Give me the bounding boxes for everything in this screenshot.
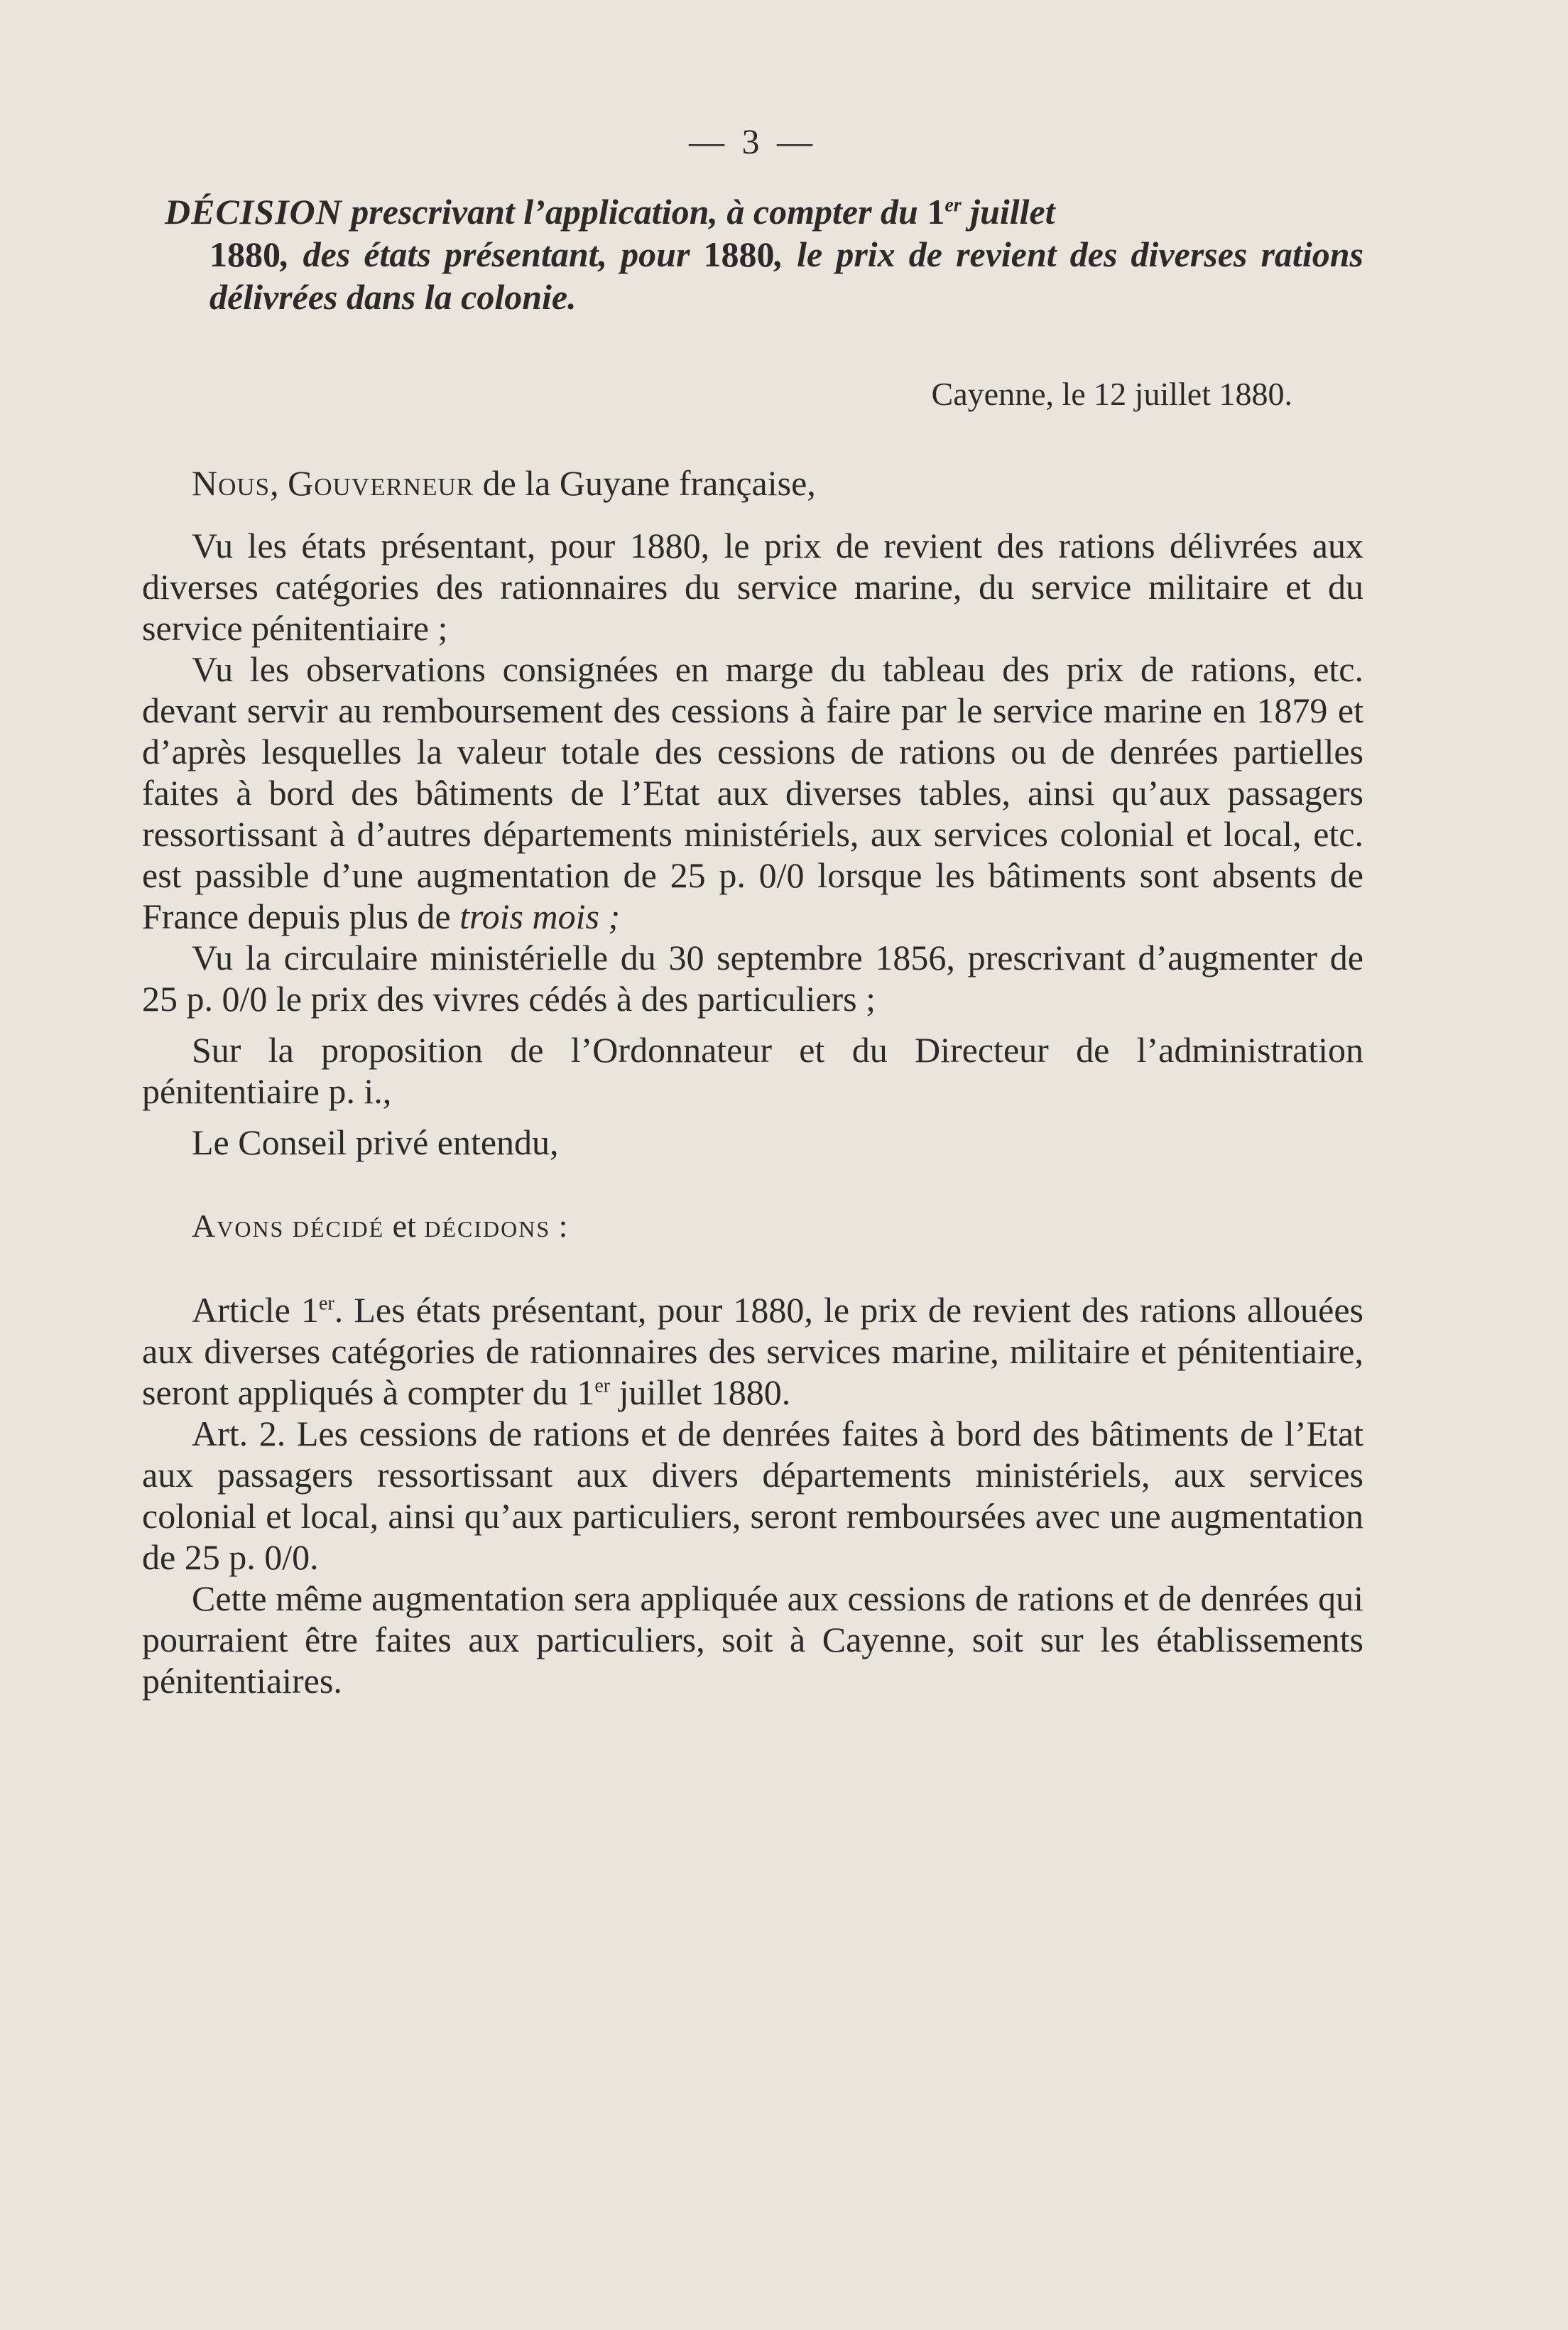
article-1: Article 1er. Les états présentant, pour 1880, le prix de revient des rations allouées aux diverses catégories de rationnaires des services marine, militaire et pénitentiaire, seront appliqués à compter du 1er juillet 1880. [142,1290,1363,1412]
conseil-line: Le Conseil privé entendu, [192,1122,559,1162]
consideration-1: Vu les états présentant, pour 1880, le prix de revient des rations délivrées aux diverses catégories des rationnaires du service marine, du service militaire et du service pénitentiaire ; [142,526,1363,648]
article-2-continuation: Cette même augmentation sera appliquée aux cessions de rations et de denrées qui pourraient être faites aux particuliers, soit à Cayenne, soit sur les établissements pénitentiaires. [142,1578,1363,1701]
dateline: Cayenne, le 12 juillet 1880. [931,376,1292,412]
article-2: Art. 2. Les cessions de rations et de denrées faites à bord des bâtiments de l’Etat aux passagers ressortissant aux divers départements ministériels, aux services colonial et local, ainsi qu’aux particuliers, seront remboursées avec une augmentation de 25 p. 0/0. [142,1414,1363,1577]
consideration-proposition: Sur la proposition de l’Ordonnateur et du Directeur de l’administration pénitentiaire p. i., [142,1030,1363,1111]
avons-decide-line: Avons décidé et décidons : [192,1208,568,1244]
page-number: — 3 — [689,121,817,161]
title-decision-word: DÉCISION [165,192,342,232]
consideration-2: Vu les observations consignées en marge du tableau des prix de rations, etc. devant servir au remboursement des cessions à faire par le service marine en 1879 et d’après lesquelles la valeur totale des cessions de rations ou de denrées partielles faites à bord des bâtiments de l’Etat aux diverses tables, ainsi qu’aux passagers ressortissant à d’autres départements ministériels, aux services colonial et local, etc. est passible d’une augmentation de 25 p. 0/0 lorsque les bâtiments sont absents de France depuis plus de trois mois ; [142,649,1363,936]
decision-title: DÉCISION prescrivant l’application, à compter du 1er juillet 1880, des états présentant, pour 1880, le prix de revient des diverses rations délivrées dans la colonie. [165,192,1363,317]
consideration-circulaire: Vu la circulaire ministérielle du 30 septembre 1856, prescrivant d’augmenter de 25 p. 0/0 le prix des vivres cédés à des particuliers ; [142,938,1363,1019]
opening-line: Nous, Gouverneur de la Guyane française, [192,463,816,503]
text-column [142,121,1363,1701]
